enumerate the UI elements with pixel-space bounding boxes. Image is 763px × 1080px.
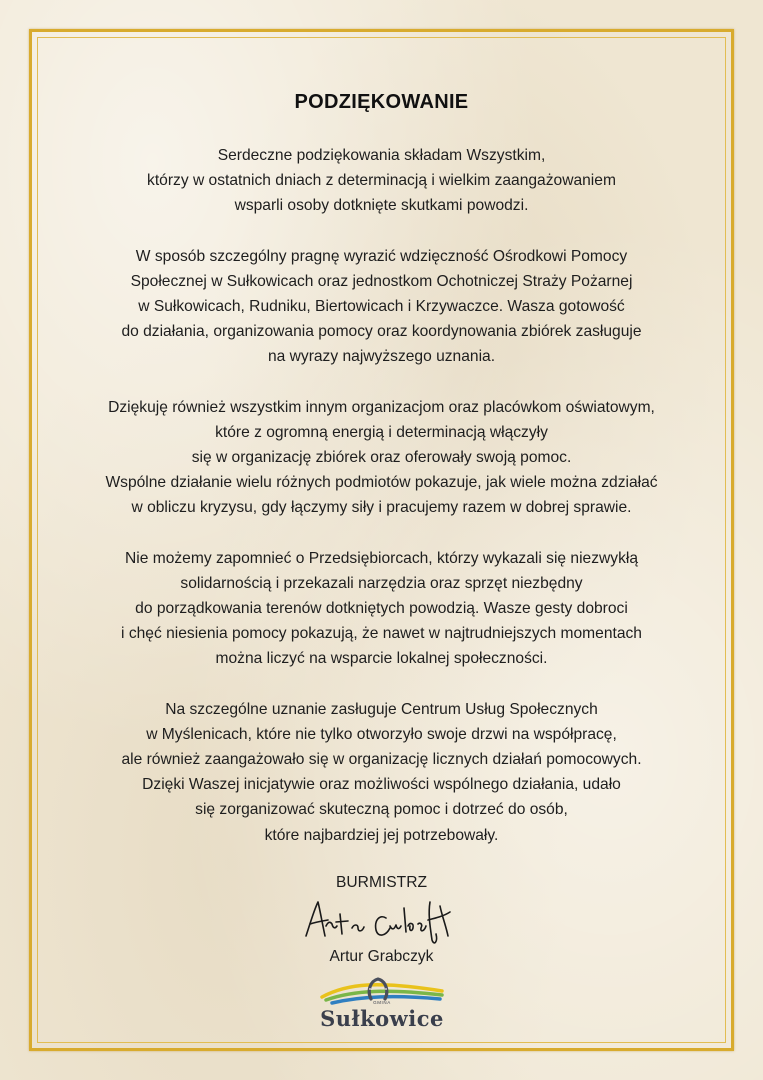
- text-line: które najbardziej jej potrzebowały.: [264, 826, 499, 844]
- paragraph-5: [40, 697, 723, 848]
- text-line: i chęć niesienia pomocy pokazują, że nawet w najtrudniejszych momentach: [121, 625, 642, 643]
- text-line: Na szczególne uznanie zasługuje Centrum Usług Społecznych: [165, 700, 598, 718]
- text-line: Wspólne działanie wielu różnych podmiotów pokazuje, jak wiele można zdziałać: [105, 474, 658, 492]
- signatory-name: Artur Grabczyk: [329, 948, 434, 965]
- text-line: Społecznej w Sułkowicach oraz jednostkom Ochotniczej Straży Pożarnej: [130, 272, 633, 290]
- text-line: które z ogromną energią i determinacją włączyły: [215, 423, 548, 441]
- text-line: Dzięki Waszej inicjatywie oraz możliwości wspólnego działania, udało: [142, 776, 621, 794]
- text-line: w obliczu kryzysu, gdy łączymy siły i pracujemy razem w dobrej sprawie.: [131, 499, 632, 517]
- page-title: PODZIĘKOWANIE: [294, 91, 469, 113]
- logo-wordmark: Sułkowice: [320, 1006, 444, 1031]
- text-line: wsparli osoby dotknięte skutkami powodzi.: [234, 197, 529, 215]
- text-line: Nie możemy zapomnieć o Przedsiębiorcach, którzy wykazali się niezwykłą: [124, 549, 639, 567]
- paragraph-2: [40, 244, 723, 370]
- text-line: solidarnością i przekazali narzędzia oraz sprzęt niezbędny: [180, 574, 583, 592]
- text-line: którzy w ostatnich dniach z determinacją i wielkim zaangażowaniem: [147, 172, 616, 190]
- text-line: w Myślenicach, które nie tylko otworzyło swoje drzwi na współpracę,: [146, 725, 617, 743]
- text-line: się zorganizować skuteczną pomoc i dotrzeć do osób,: [195, 801, 568, 819]
- paragraph-4: [40, 546, 723, 672]
- handwritten-signature: [300, 896, 465, 948]
- text-line: się w organizację zbiórek oraz oferowały swoją pomoc.: [191, 449, 572, 467]
- text-line: do działania, organizowania pomocy oraz koordynowania zbiórek zasługuje: [121, 323, 642, 341]
- letter-body: [40, 88, 723, 873]
- paragraph-3: [40, 395, 723, 521]
- logo-small-text: GMINA: [373, 1000, 391, 1005]
- text-line: W sposób szczególny pragnę wyrazić wdzięczność Ośrodkowi Pomocy: [135, 247, 628, 265]
- text-line: na wyrazy najwyższego uznania.: [267, 348, 496, 366]
- text-line: Serdeczne podziękowania składam Wszystkim,: [217, 147, 546, 164]
- text-line: do porządkowania terenów dotkniętych powodzią. Wasze gesty dobroci: [135, 600, 628, 618]
- text-line: Dziękuję również wszystkim innym organizacjom oraz placówkom oświatowym,: [108, 398, 655, 416]
- text-line: można liczyć na wsparcie lokalnej społeczności.: [215, 650, 548, 668]
- paragraph-1: [40, 143, 723, 219]
- signatory-role: BURMISTRZ: [336, 874, 427, 891]
- text-line: w Sułkowicach, Rudniku, Biertowicach i Krzywaczce. Wasza gotowość: [138, 298, 625, 316]
- text-line: ale również zaangażowało się w organizację licznych działań pomocowych.: [121, 751, 642, 769]
- sulkowice-logo: [318, 973, 446, 1035]
